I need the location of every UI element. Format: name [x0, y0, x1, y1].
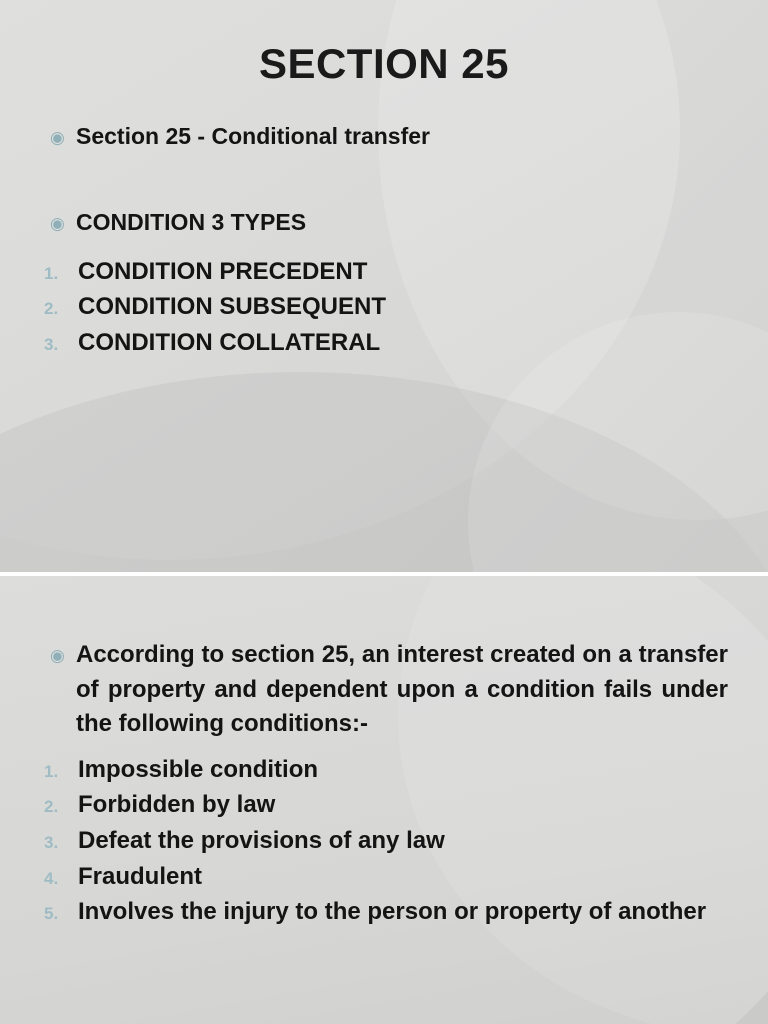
- bullet-text: Section 25 - Conditional transfer: [76, 123, 430, 149]
- list-item-label: Forbidden by law: [78, 791, 276, 819]
- list-item-label: Impossible condition: [78, 755, 319, 783]
- list-item: [0, 327, 768, 359]
- condition-types-list: [0, 256, 768, 359]
- list-item: [0, 861, 768, 893]
- list-item: [0, 789, 768, 821]
- list-item-label: Fraudulent: [78, 862, 202, 890]
- spacer: [0, 244, 768, 256]
- bullet-target-icon: ◉: [50, 213, 65, 233]
- list-number: 1.: [44, 263, 59, 283]
- bullet-target-icon: ◉: [50, 128, 65, 147]
- list-number: 3.: [44, 335, 59, 355]
- list-item: [0, 122, 768, 152]
- list-item-label: CONDITION SUBSEQUENT: [78, 293, 387, 321]
- list-item: [0, 825, 768, 857]
- list-number: 5.: [44, 904, 59, 924]
- spacer: [0, 158, 768, 208]
- slide-2-content: [0, 576, 768, 928]
- failure-conditions-list: [0, 754, 768, 928]
- paragraph-text: According to section 25, an interest created on a transfer of property and dependent upon a condition fails under the following conditions:-: [76, 641, 728, 738]
- paragraph-bullet: [0, 638, 768, 742]
- list-item: [0, 291, 768, 323]
- slide-1-content: [0, 0, 768, 359]
- list-item-label: Defeat the provisions of any law: [78, 826, 445, 854]
- intro-bullet-list: [0, 122, 768, 152]
- list-item: [0, 256, 768, 288]
- bullet-target-icon: ◉: [50, 646, 65, 665]
- bullet-text: CONDITION 3 TYPES: [76, 208, 307, 235]
- list-item-label: CONDITION PRECEDENT: [78, 257, 368, 285]
- list-number: 2.: [44, 797, 59, 817]
- section-bullet-list: [0, 208, 768, 238]
- page-title: SECTION 25: [258, 40, 510, 87]
- list-item-label: Involves the injury to the person or property of another: [78, 898, 707, 926]
- slide-2: [0, 576, 768, 1024]
- list-number: 1.: [44, 761, 59, 781]
- list-item-label: CONDITION COLLATERAL: [78, 329, 381, 357]
- list-number: 3.: [44, 832, 59, 852]
- list-item: [0, 896, 768, 928]
- list-number: 2.: [44, 299, 59, 319]
- list-number: 4.: [44, 868, 59, 888]
- list-item: [0, 754, 768, 786]
- list-item: [0, 208, 768, 238]
